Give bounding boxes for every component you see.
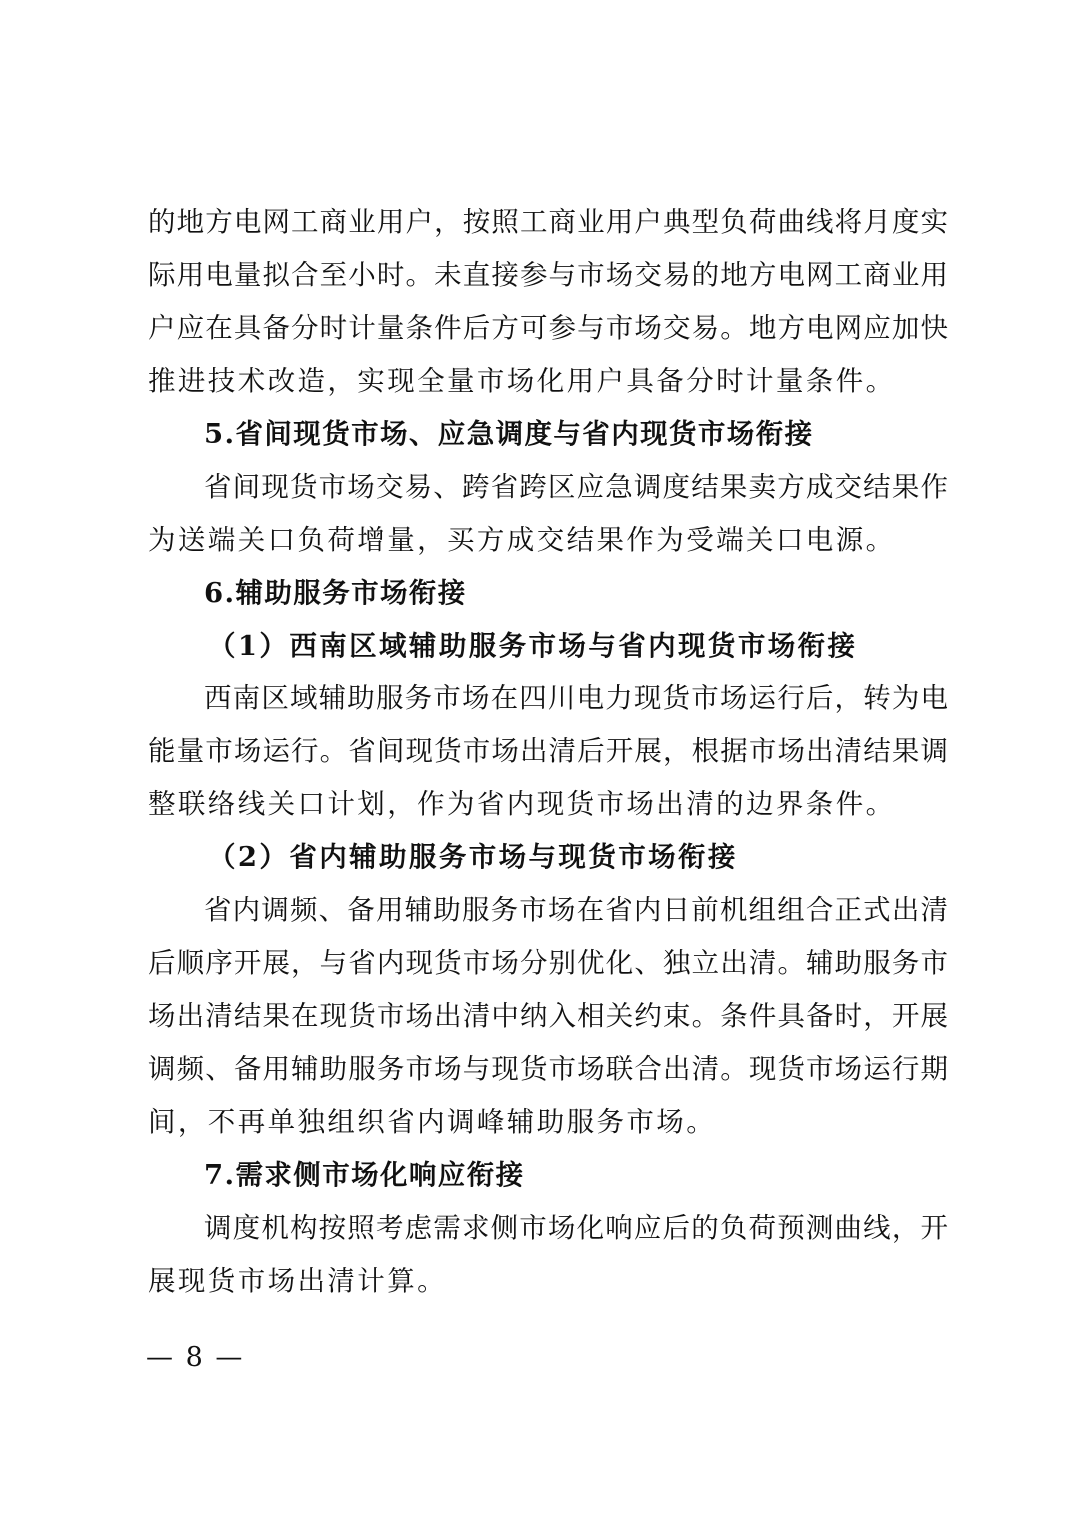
subsection-heading-6-1: （1）西南区域辅助服务市场与省内现货市场衔接 [208,630,858,662]
section-heading-5: 5.省间现货市场、应急调度与省内现货市场衔接 [204,418,814,450]
body-line: 调频、备用辅助服务市场与现货市场联合出清。现货市场运行期 [148,1053,948,1085]
section-heading-6: 6.辅助服务市场衔接 [204,577,467,609]
body-line: 能量市场运行。省间现货市场出清后开展，根据市场出清结果调 [148,735,948,767]
body-line: 的地方电网工商业用户，按照工商业用户典型负荷曲线将月度实 [148,206,948,238]
body-line: 场出清结果在现货市场出清中纳入相关约束。条件具备时，开展 [148,1000,948,1032]
section-heading-7: 7.需求侧市场化响应衔接 [204,1159,525,1191]
body-line: 省间现货市场交易、跨省跨区应急调度结果卖方成交结果作 [204,471,948,503]
body-line: 省内调频、备用辅助服务市场在省内日前机组组合正式出清 [204,894,948,926]
body-line: 为送端关口负荷增量，买方成交结果作为受端关口电源。 [148,524,896,556]
body-line: 际用电量拟合至小时。未直接参与市场交易的地方电网工商业用 [148,259,948,291]
body-line: 西南区域辅助服务市场在四川电力现货市场运行后，转为电 [204,682,948,714]
subsection-heading-6-2: （2）省内辅助服务市场与现货市场衔接 [208,841,738,873]
body-line: 户应在具备分时计量条件后方可参与市场交易。地方电网应加快 [148,312,948,344]
body-line: 展现货市场出清计算。 [148,1265,447,1297]
page-number: — 8 — [146,1342,245,1373]
body-line: 间，不再单独组织省内调峰辅助服务市场。 [148,1106,717,1138]
body-line: 后顺序开展，与省内现货市场分别优化、独立出清。辅助服务市 [148,947,948,979]
body-line: 整联络线关口计划，作为省内现货市场出清的边界条件。 [148,788,896,820]
body-line: 调度机构按照考虑需求侧市场化响应后的负荷预测曲线，开 [204,1212,948,1244]
body-line: 推进技术改造，实现全量市场化用户具备分时计量条件。 [148,365,896,397]
